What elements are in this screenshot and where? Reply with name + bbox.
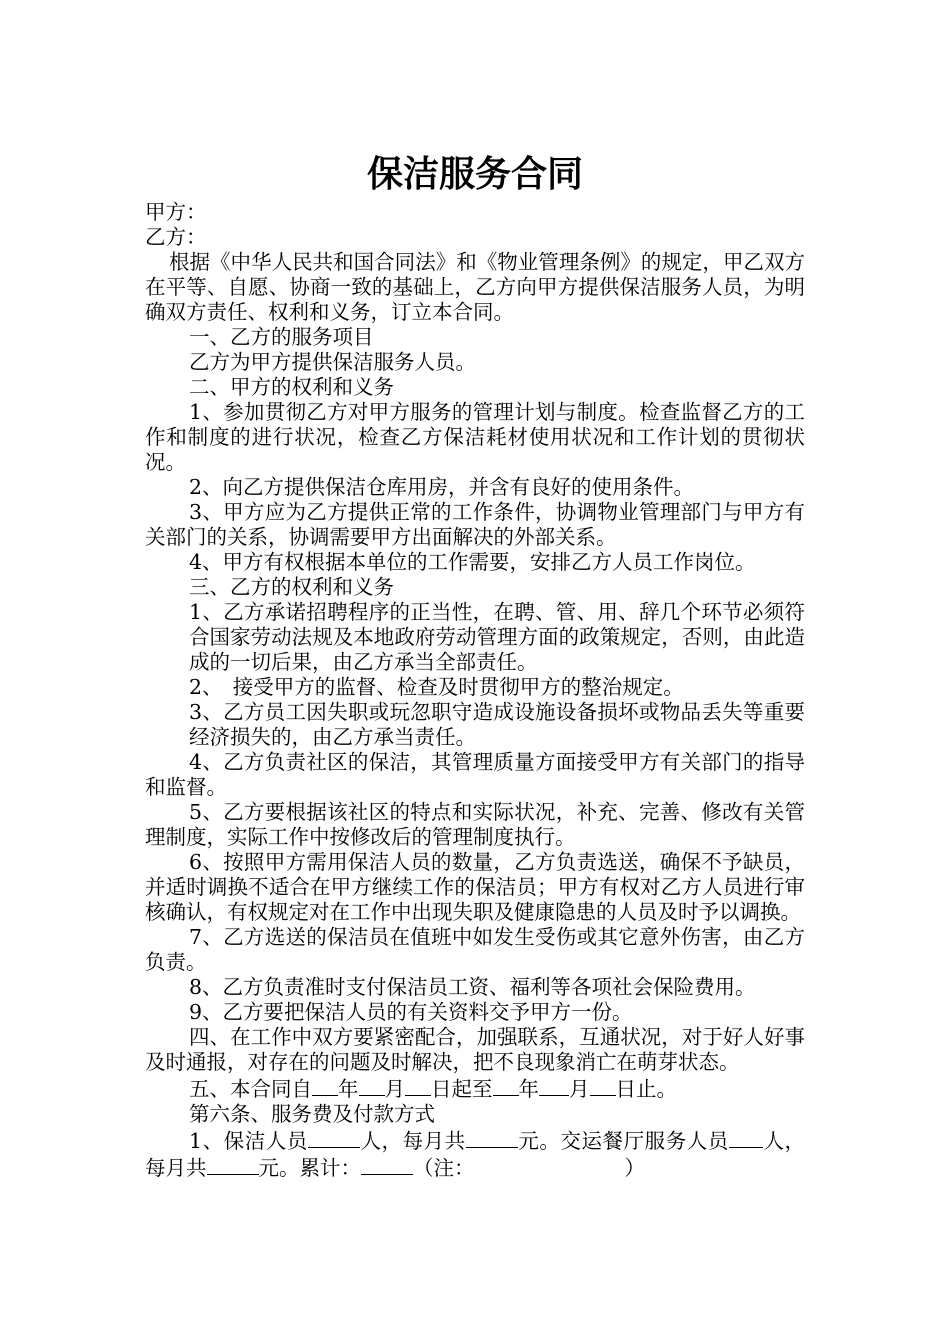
payment-text-5: 元。累计： (258, 1156, 361, 1180)
end-year-blank[interactable] (493, 1075, 519, 1096)
section-3-item-7: 7、乙方选送的保洁员在值班中如发生受伤或其它意外伤害，由乙方负责。 (145, 925, 805, 974)
section-3-item-5: 5、乙方要根据该社区的特点和实际状况，补充、完善、修改有关管理制度，实际工作中按修改后的管理制度执行。 (145, 800, 805, 849)
section-2-item-4: 4、甲方有权根据本单位的工作需要，安排乙方人员工作岗位。 (189, 550, 756, 574)
section-3-item-9: 9、乙方要把保洁人员的有关资料交予甲方一份。 (189, 1000, 633, 1024)
section-3-item-2: 2、 接受甲方的监督、检查及时贯彻甲方的整治规定。 (189, 675, 684, 699)
cleaner-fee-blank[interactable] (466, 1127, 518, 1148)
section-3-heading: 三、乙方的权利和义务 (189, 575, 394, 599)
cleaner-count-blank[interactable] (308, 1127, 360, 1148)
term-to-label: 日止。 (615, 1077, 677, 1101)
section-2-item-1: 1、参加贯彻乙方对甲方服务的管理计划与制度。检查监督乙方的工作和制度的进行状况，检查乙方保洁耗材使用状况和工作计划的贯彻状况。 (145, 400, 805, 474)
term-year-label: 年 (338, 1077, 359, 1101)
section-3-item-3: 3、乙方员工因失职或玩忽职守造成设施设备损坏或物品丢失等重要经济损失的，由乙方承当责任。 (189, 700, 805, 749)
section-6-payment-line (145, 1127, 805, 1181)
section-6-heading: 第六条、服务费及付款方式 (189, 1102, 435, 1126)
section-3-item-1: 1、乙方承诺招聘程序的正当性，在聘、管、用、辞几个环节必须符合国家劳动法规及本地政府劳动管理方面的政策规定，否则，由此造成的一切后果，由乙方承当全部责任。 (189, 600, 805, 674)
party-b-line: 乙方： (145, 225, 207, 249)
term-prefix: 五、本合同自 (189, 1077, 312, 1101)
canteen-fee-blank[interactable] (207, 1154, 259, 1175)
payment-text-1: 1、保洁人员 (189, 1129, 308, 1153)
canteen-count-blank[interactable] (729, 1127, 763, 1148)
total-fee-blank[interactable] (361, 1154, 413, 1175)
intro-paragraph: 根据《中华人民共和国合同法》和《物业管理条例》的规定，甲乙双方在平等、自愿、协商一致的基础上，乙方向甲方提供保洁服务人员，为明确双方责任、权利和义务，订立本合同。 (145, 250, 805, 324)
payment-note-close: ） (624, 1156, 645, 1180)
section-1-heading: 一、乙方的服务项目 (189, 325, 374, 349)
section-2-item-3: 3、甲方应为乙方提供正常的工作条件，协调物业管理部门与甲方有关部门的关系，协调需要甲方出面解决的外部关系。 (145, 500, 805, 549)
payment-text-4: 人，每月共 (145, 1129, 806, 1180)
payment-note-open: （注： (413, 1156, 475, 1180)
start-day-blank[interactable] (405, 1075, 431, 1096)
section-4-paragraph: 四、在工作中双方要紧密配合，加强联系，互通状况，对于好人好事及时通报，对存在的问题及时解决，把不良现象消亡在萌芽状态。 (145, 1025, 805, 1074)
term-year-label-2: 年 (518, 1077, 539, 1101)
term-month-label-2: 月 (569, 1077, 590, 1101)
document-title: 保洁服务合同 (366, 154, 583, 195)
term-month-label: 月 (384, 1077, 405, 1101)
end-day-blank[interactable] (590, 1075, 616, 1096)
document-body (145, 200, 805, 1181)
section-5-term-line (145, 1075, 805, 1102)
end-month-blank[interactable] (539, 1075, 569, 1096)
payment-text-2: 人，每月共 (359, 1129, 466, 1153)
party-a-line: 甲方： (145, 200, 207, 224)
payment-text-3: 元。交运餐厅服务人员 (517, 1129, 729, 1153)
section-1-text: 乙方为甲方提供保洁服务人员。 (189, 350, 476, 374)
start-year-blank[interactable] (312, 1075, 338, 1096)
start-month-blank[interactable] (359, 1075, 385, 1096)
section-2-item-2: 2、向乙方提供保洁仓库用房，并含有良好的使用条件。 (189, 475, 695, 499)
section-3-item-8: 8、乙方负责准时支付保洁员工资、福利等各项社会保险费用。 (189, 975, 756, 999)
section-2-heading: 二、甲方的权利和义务 (189, 375, 394, 399)
section-3-item-6: 6、按照甲方需用保洁人员的数量，乙方负责选送，确保不予缺员，并适时调换不适合在甲方继续工作的保洁员；甲方有权对乙方人员进行审核确认，有权规定对在工作中出现失职及健康隐患的人员及时予以调换。 (145, 850, 805, 924)
term-from-label: 日起至 (431, 1077, 493, 1101)
section-3-item-4: 4、乙方负责社区的保洁，其管理质量方面接受甲方有关部门的指导和监督。 (145, 750, 805, 799)
